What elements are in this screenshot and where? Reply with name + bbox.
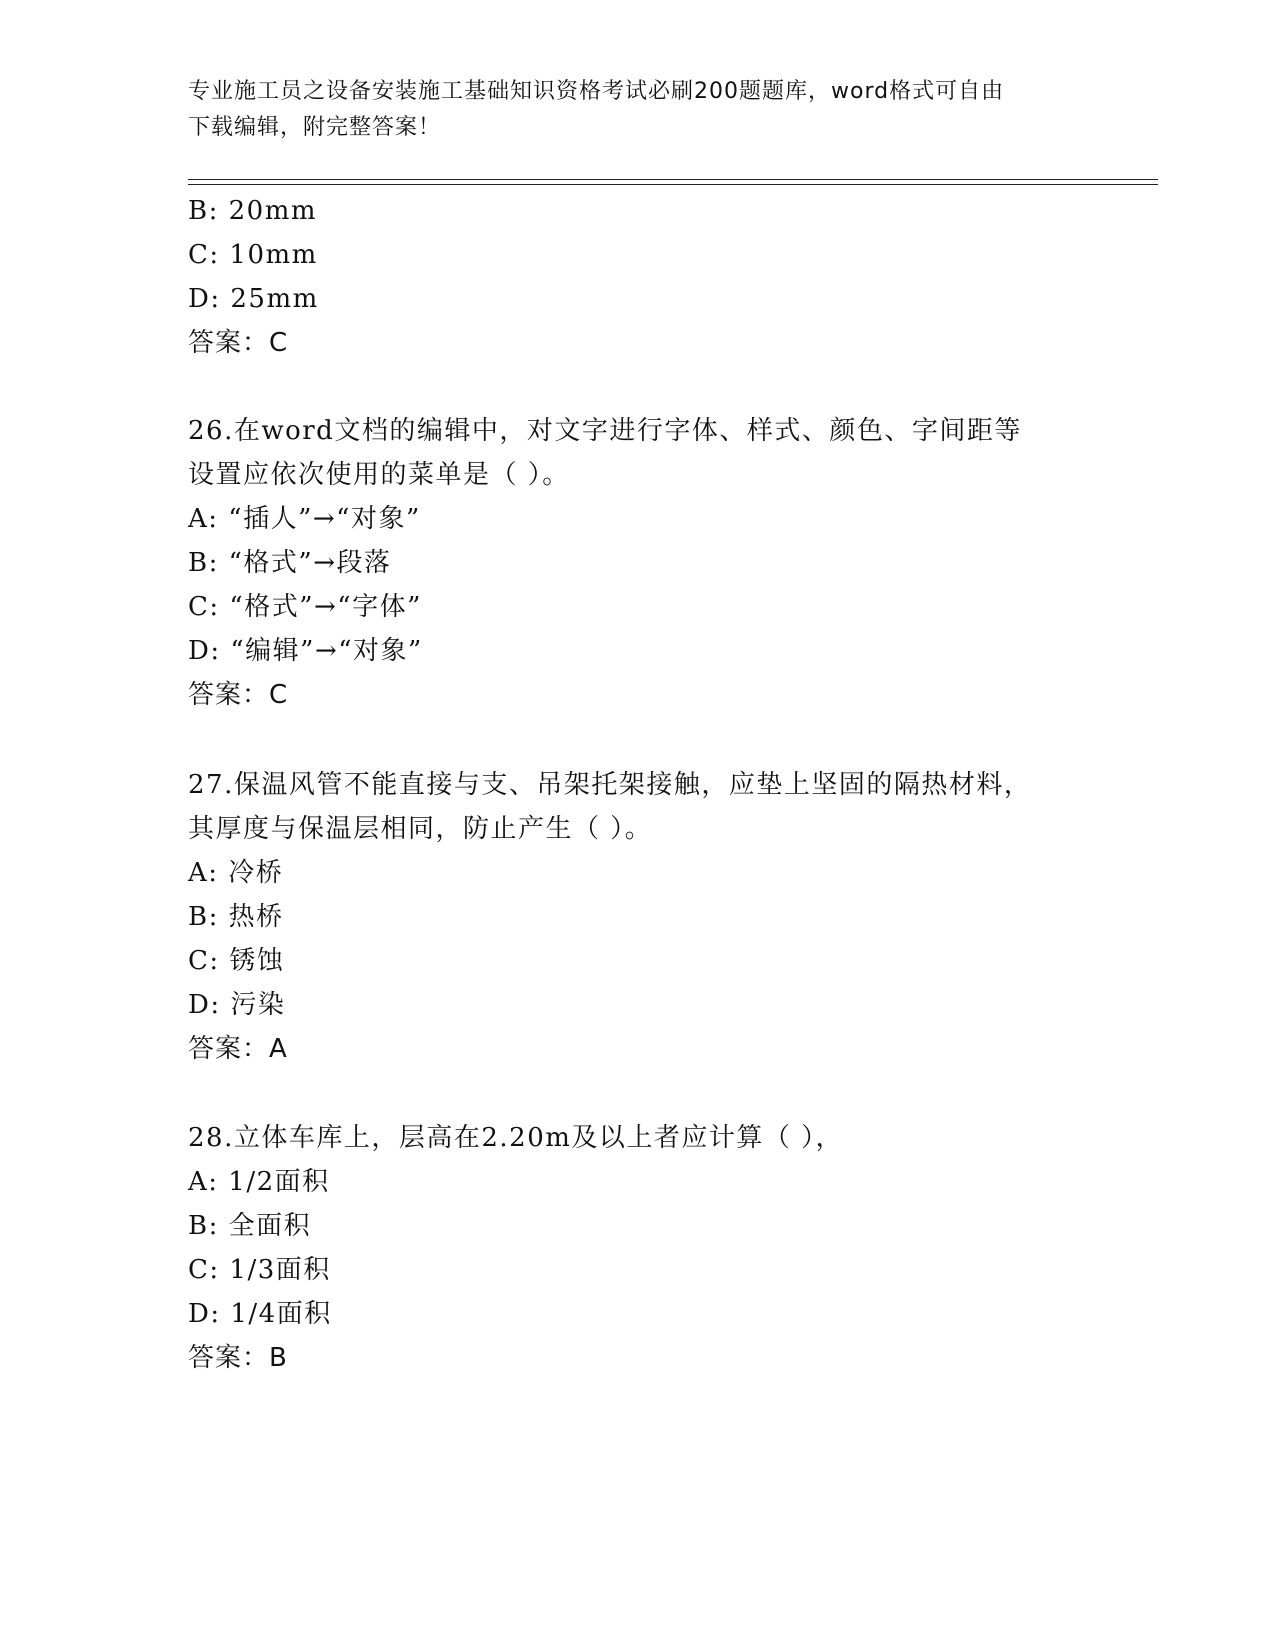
q27-option-a: A: 冷桥 — [188, 858, 284, 888]
q25-option-c: C: 10mm — [188, 240, 318, 270]
header-divider-top — [188, 179, 1158, 180]
q26-stem-line-2: 设置应依次使用的菜单是（ ）。 — [188, 460, 570, 490]
q28-option-c: C: 1/3面积 — [188, 1255, 331, 1285]
q26-option-d: D: “编辑”→“对象” — [188, 636, 423, 666]
header-title-line-1: 专业施工员之设备安装施工基础知识资格考试必刷200题题库，word格式可自由 — [188, 79, 1005, 104]
q28-answer: 答案：B — [188, 1343, 288, 1373]
q25-option-b: B: 20mm — [188, 196, 318, 226]
q27-option-c: C: 锈蚀 — [188, 946, 285, 976]
q27-option-d: D: 污染 — [188, 990, 286, 1020]
q27-stem-line-2: 其厚度与保温层相同，防止产生（ ）。 — [188, 814, 653, 844]
q27-stem-line-1: 27.保温风管不能直接与支、吊架托架接触，应垫上坚固的隔热材料， — [188, 770, 1032, 800]
q25-answer: 答案：C — [188, 328, 289, 358]
q26-option-b: B: “格式”→段落 — [188, 548, 392, 578]
q28-option-d: D: 1/4面积 — [188, 1299, 332, 1329]
q28-option-b: B: 全面积 — [188, 1211, 312, 1241]
header-title-line-2: 下载编辑，附完整答案！ — [188, 115, 442, 140]
q28-option-a: A: 1/2面积 — [188, 1167, 330, 1197]
q28-stem-line-1: 28.立体车库上，层高在2.20m及以上者应计算（ ）， — [188, 1123, 844, 1153]
document-header — [188, 74, 1088, 146]
header-divider-bottom — [188, 184, 1158, 185]
q26-option-a: A: “插人”→“对象” — [188, 504, 421, 534]
q27-answer: 答案：A — [188, 1034, 288, 1064]
q26-option-c: C: “格式”→“字体” — [188, 592, 422, 622]
q26-answer: 答案：C — [188, 680, 289, 710]
q26-stem-line-1: 26.在word文档的编辑中，对文字进行字体、样式、颜色、字间距等 — [188, 416, 1022, 446]
q27-option-b: B: 热桥 — [188, 902, 284, 932]
q25-option-d: D: 25mm — [188, 284, 319, 314]
